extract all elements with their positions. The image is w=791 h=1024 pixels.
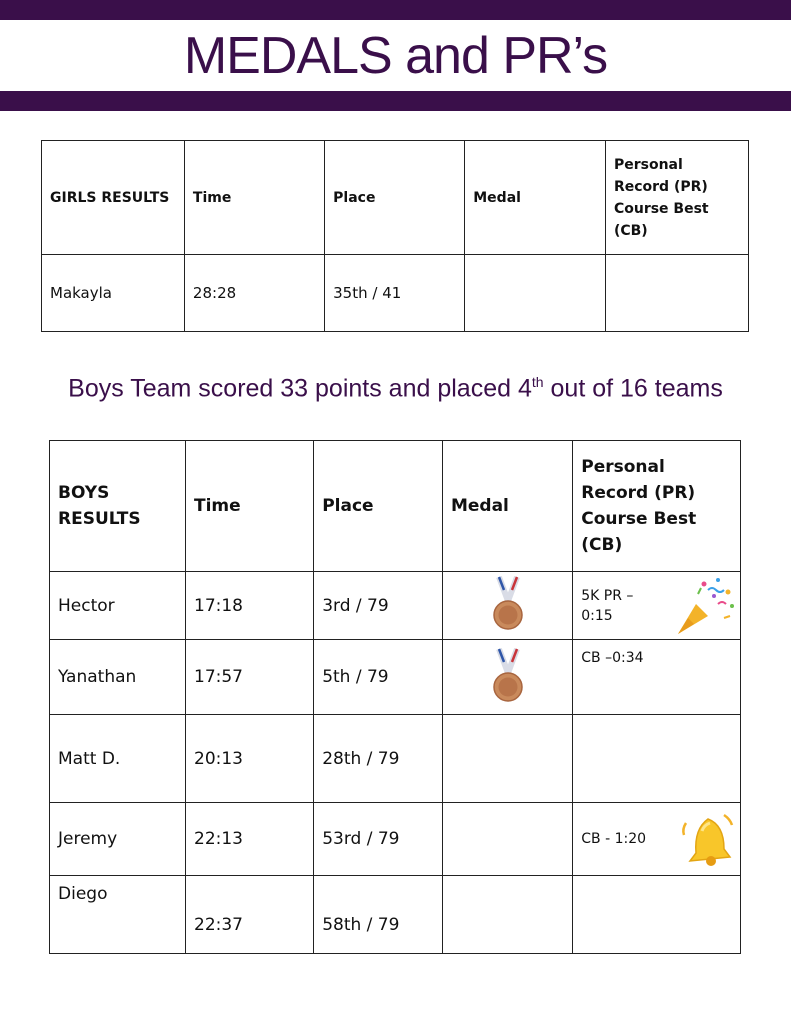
time-cell: 17:18 (186, 572, 314, 640)
team-summary-text: Boys Team scored 33 points and placed 4 (68, 374, 532, 403)
pr-cell (605, 255, 748, 332)
time-cell: 22:37 (186, 876, 314, 954)
top-banner-bar (0, 0, 791, 20)
pr-cell (573, 803, 741, 876)
header-cell: Medal (465, 141, 606, 255)
pr-cell (573, 572, 741, 640)
place-cell: 53rd / 79 (314, 803, 443, 876)
table-header-row (50, 441, 741, 572)
page-title: MEDALS and PR’s (183, 26, 608, 85)
header-cell: Personal Record (PR) Course Best (CB) (605, 141, 748, 255)
team-summary-sup: th (531, 374, 544, 390)
pr-text: 5K PR –0:15 (581, 587, 634, 624)
table-row (50, 640, 741, 715)
girls-results-table (41, 140, 749, 332)
athlete-name: Diego (50, 876, 186, 954)
place-cell: 5th / 79 (314, 640, 443, 715)
header-cell: Time (186, 441, 314, 572)
medal-cell (442, 640, 572, 715)
table-header-row (42, 141, 749, 255)
athlete-name: Jeremy (50, 803, 186, 876)
athlete-name: Hector (50, 572, 186, 640)
medal-cell (442, 876, 572, 954)
bronze-medal-icon (491, 647, 525, 703)
pr-cell (573, 715, 741, 803)
bronze-medal-icon (491, 575, 525, 631)
table-row (50, 876, 741, 954)
time-cell: 17:57 (186, 640, 314, 715)
medal-cell (442, 715, 572, 803)
header-cell: Place (325, 141, 465, 255)
medal-cell (442, 572, 572, 640)
place-cell: 28th / 79 (314, 715, 443, 803)
time-cell: 28:28 (184, 255, 324, 332)
table-row (50, 803, 741, 876)
time-cell: 22:13 (186, 803, 314, 876)
pr-text: CB - 1:20 (581, 831, 647, 847)
place-cell: 3rd / 79 (314, 572, 443, 640)
bottom-banner-bar (0, 91, 791, 111)
table-row (42, 255, 749, 332)
table-row (50, 715, 741, 803)
athlete-name: Matt D. (50, 715, 186, 803)
header-cell: GIRLS RESULTS (42, 141, 185, 255)
athlete-name: Makayla (42, 255, 185, 332)
pr-cell (573, 876, 741, 954)
header-cell: BOYS RESULTS (50, 441, 186, 572)
boys-results-table (49, 440, 741, 954)
pr-cell: CB –0:34 (573, 640, 741, 715)
medal-cell (442, 803, 572, 876)
header-cell: Time (184, 141, 324, 255)
team-summary-text-end: out of 16 teams (543, 374, 723, 403)
table-row (50, 572, 741, 640)
time-cell: 20:13 (186, 715, 314, 803)
place-cell: 58th / 79 (314, 876, 443, 954)
medal-cell (465, 255, 606, 332)
header-cell: Personal Record (PR) Course Best (CB) (573, 441, 741, 572)
team-summary (0, 374, 791, 403)
header-cell: Place (314, 441, 443, 572)
bell-icon (680, 809, 736, 867)
header-cell: Medal (442, 441, 572, 572)
athlete-name: Yanathan (50, 640, 186, 715)
place-cell: 35th / 41 (325, 255, 465, 332)
party-popper-icon (674, 574, 738, 638)
